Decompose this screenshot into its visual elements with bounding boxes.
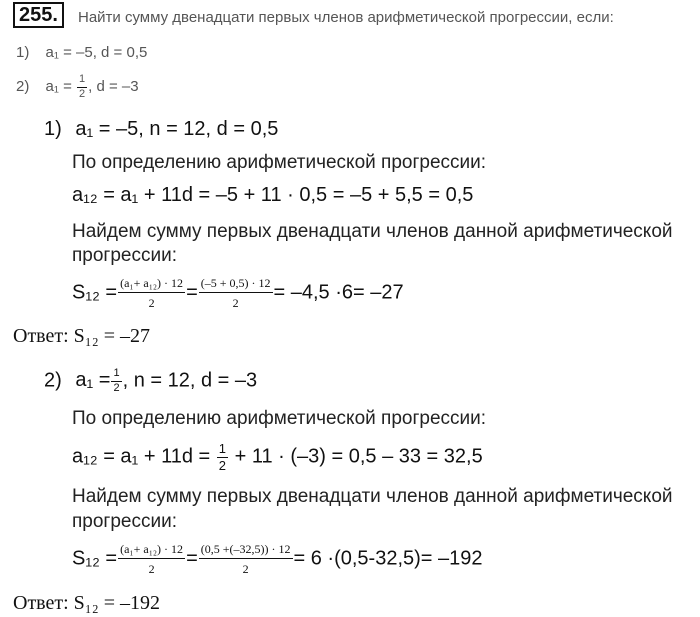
part2-definition: По определению арифметической прогрессии: — [72, 408, 487, 429]
part2-h-frac-den: 2 — [113, 381, 120, 394]
part1-fraction-2 — [199, 277, 273, 309]
part2-answer: Ответ: S₁₂ = –192 — [13, 592, 161, 614]
part2-eq-sign: = — [186, 547, 198, 570]
part1-s-tail: = –4,5 ·6= –27 — [273, 281, 404, 304]
part2-label: 2) — [44, 369, 62, 392]
given-2-frac-num: 1 — [77, 74, 87, 88]
part1-f2-den: 2 — [232, 295, 239, 310]
given-2-label: 2) — [16, 78, 30, 96]
part2-sum-text-2: прогрессии: — [72, 511, 177, 532]
part2-f2-num: (0,5 +(–32,5)) · 12 — [199, 543, 293, 559]
part1-f1-num: (a₁+ a₁₂) · 12 — [118, 277, 185, 293]
given-1-text: a₁ = –5, d = 0,5 — [45, 44, 148, 61]
part1-sum-equation — [72, 277, 404, 309]
part2-f1-den: 2 — [148, 561, 155, 576]
part1-a12-equation: a₁₂ = a₁ + 11d = –5 + 11 · 0,5 = –5 + 5,5 = 0,5 — [72, 184, 474, 206]
part2-a12-rest: + 11 · (–3) = 0,5 – 33 = 32,5 — [234, 445, 483, 468]
part1-f2-num: (–5 + 0,5) · 12 — [199, 277, 273, 293]
part2-sum-equation — [72, 543, 483, 575]
part2-fraction-2 — [199, 543, 293, 575]
part2-s-lhs: S₁₂ = — [72, 547, 118, 570]
given-1 — [16, 44, 147, 61]
part2-a12-frac-den: 2 — [218, 457, 227, 473]
part1-label: 1) — [44, 118, 62, 140]
part2-a12-equation — [72, 442, 483, 472]
given-2-frac-den: 2 — [79, 87, 86, 100]
part1-header — [44, 118, 278, 141]
part1-answer: Ответ: S₁₂ = –27 — [13, 325, 151, 347]
part1-s-lhs: S₁₂ = — [72, 281, 118, 304]
part2-h-fraction — [111, 368, 121, 394]
part2-f1-num: (a₁+ a₁₂) · 12 — [118, 543, 185, 559]
part1-sum-text-2: прогрессии: — [72, 245, 177, 266]
part2-h-prefix: a₁ = — [75, 369, 111, 392]
task-header — [13, 4, 64, 26]
given-1-label: 1) — [16, 44, 30, 61]
part2-fraction-1 — [118, 543, 185, 575]
part2-s-tail: = 6 ·(0,5-32,5)= –192 — [293, 547, 483, 570]
part1-header-text: a₁ = –5, n = 12, d = 0,5 — [75, 118, 279, 140]
task-number: 255. — [13, 2, 64, 28]
part1-fraction-1 — [118, 277, 185, 309]
part1-eq-sign: = — [186, 281, 198, 304]
part2-header — [44, 368, 257, 394]
task-statement: Найти сумму двенадцати первых членов арифметической прогрессии, если: — [78, 9, 614, 26]
given-2-prefix: a₁ = — [45, 78, 77, 96]
part2-h-frac-num: 1 — [111, 368, 121, 382]
part1-definition: По определению арифметической прогрессии: — [72, 152, 487, 173]
given-2-fraction — [77, 74, 87, 100]
part2-a12-frac-num: 1 — [218, 441, 227, 456]
part2-a12-prefix: a₁₂ = a₁ + 11d = — [72, 445, 211, 468]
given-2-rest: , d = –3 — [88, 78, 139, 96]
part2-a12-fraction — [217, 442, 228, 472]
part2-h-rest: , n = 12, d = –3 — [122, 369, 258, 392]
part1-f1-den: 2 — [148, 295, 155, 310]
given-2 — [16, 74, 139, 100]
part2-f2-den: 2 — [242, 561, 249, 576]
part1-sum-text-1: Найдем сумму первых двенадцати членов данной арифметической — [72, 221, 673, 242]
part2-sum-text-1: Найдем сумму первых двенадцати членов данной арифметической — [72, 486, 673, 507]
